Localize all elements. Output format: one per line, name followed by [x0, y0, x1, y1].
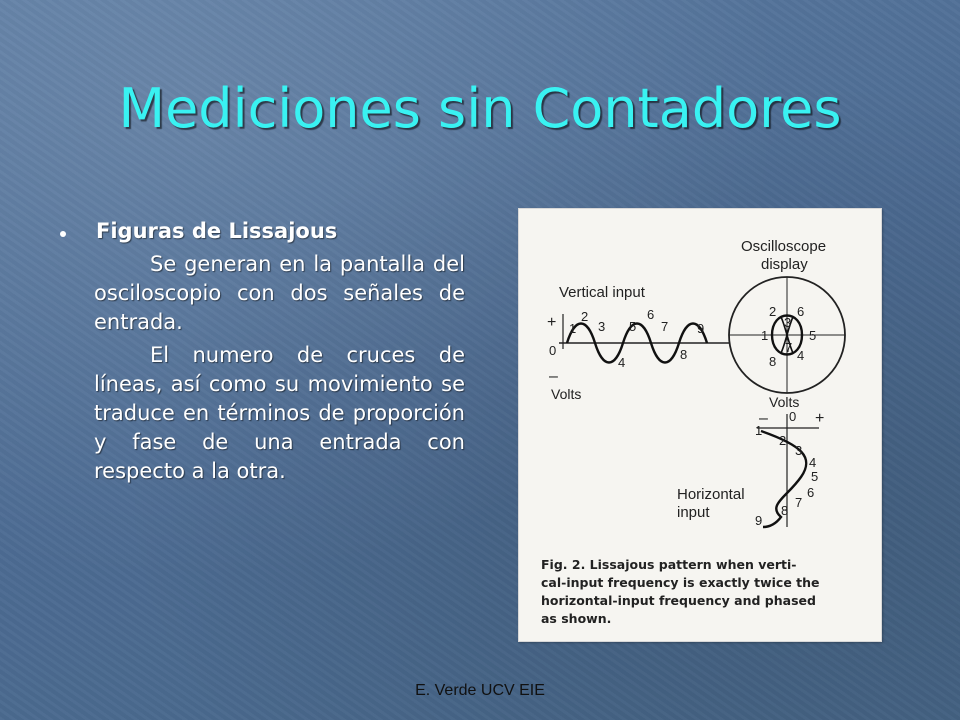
v-point-3: 3: [598, 319, 606, 334]
v-point-6: 6: [647, 307, 655, 322]
vertical-input-label: Vertical input: [559, 284, 645, 301]
d-point-1: 1: [761, 328, 769, 343]
bullet-item: [60, 216, 465, 246]
d-point-4: 4: [797, 348, 805, 363]
caption-line-2: cal-input frequency is exactly twice the: [541, 575, 820, 590]
d-point-7: 7: [785, 340, 793, 355]
h-point-8: 8: [781, 503, 789, 518]
v-point-4: 4: [618, 355, 626, 370]
d-point-8: 8: [769, 354, 777, 369]
v-point-5: 5: [629, 319, 637, 334]
horizontal-input-line1: Horizontal: [677, 486, 745, 503]
v-point-2: 2: [581, 309, 589, 324]
display-label-line1: Oscilloscope: [741, 238, 827, 255]
volts-label-horizontal: Volts: [769, 394, 800, 410]
lissajous-figure: [518, 208, 882, 642]
v-point-8: 8: [680, 347, 688, 362]
paragraph-2: El numero de cruces de líneas, así como su movimiento se traduce en términos de proporción y fase de una entrada con respecto a la otra.: [94, 343, 465, 483]
d-point-2: 2: [769, 304, 777, 319]
h-point-1: 1: [755, 423, 763, 438]
zero-label-vertical: 0: [549, 343, 557, 358]
zero-label-horizontal: 0: [789, 409, 797, 424]
h-point-5: 5: [811, 469, 819, 484]
v-point-9: 9: [697, 321, 705, 336]
d-point-5: 5: [809, 328, 817, 343]
minus-sign-vertical: –: [549, 368, 558, 385]
paragraph-1: Se generan en la pantalla del osciloscopio con dos señales de entrada.: [94, 252, 465, 334]
d-point-3: 3: [784, 315, 792, 330]
caption-line-4: as shown.: [541, 611, 612, 626]
v-point-7: 7: [661, 319, 669, 334]
figure-caption: [541, 557, 820, 626]
h-point-7: 7: [795, 495, 803, 510]
footer-text: E. Verde UCV EIE: [415, 682, 545, 699]
text-block: [60, 216, 465, 488]
horizontal-input-line2: input: [677, 504, 710, 521]
display-label-line2: display: [761, 256, 808, 273]
caption-line-1: Fig. 2. Lissajous pattern when verti-: [541, 557, 797, 572]
h-point-9: 9: [755, 513, 763, 528]
d-point-6: 6: [797, 304, 805, 319]
caption-line-3: horizontal-input frequency and phased: [541, 593, 816, 608]
volts-label-vertical: Volts: [551, 386, 582, 402]
bullet-heading: Figuras de Lissajous: [96, 219, 338, 243]
h-point-6: 6: [807, 485, 815, 500]
slide-title: Mediciones sin Contadores: [118, 77, 842, 140]
v-point-1: 1: [569, 321, 577, 336]
plus-sign-horizontal: +: [815, 410, 825, 427]
lissajous-diagram: [519, 209, 881, 641]
bullet-dot-icon: [60, 231, 66, 237]
minus-sign-horizontal: –: [759, 410, 768, 427]
h-point-2: 2: [779, 433, 787, 448]
plus-sign-vertical: +: [547, 314, 557, 331]
h-point-3: 3: [795, 443, 803, 458]
h-point-4: 4: [809, 455, 817, 470]
